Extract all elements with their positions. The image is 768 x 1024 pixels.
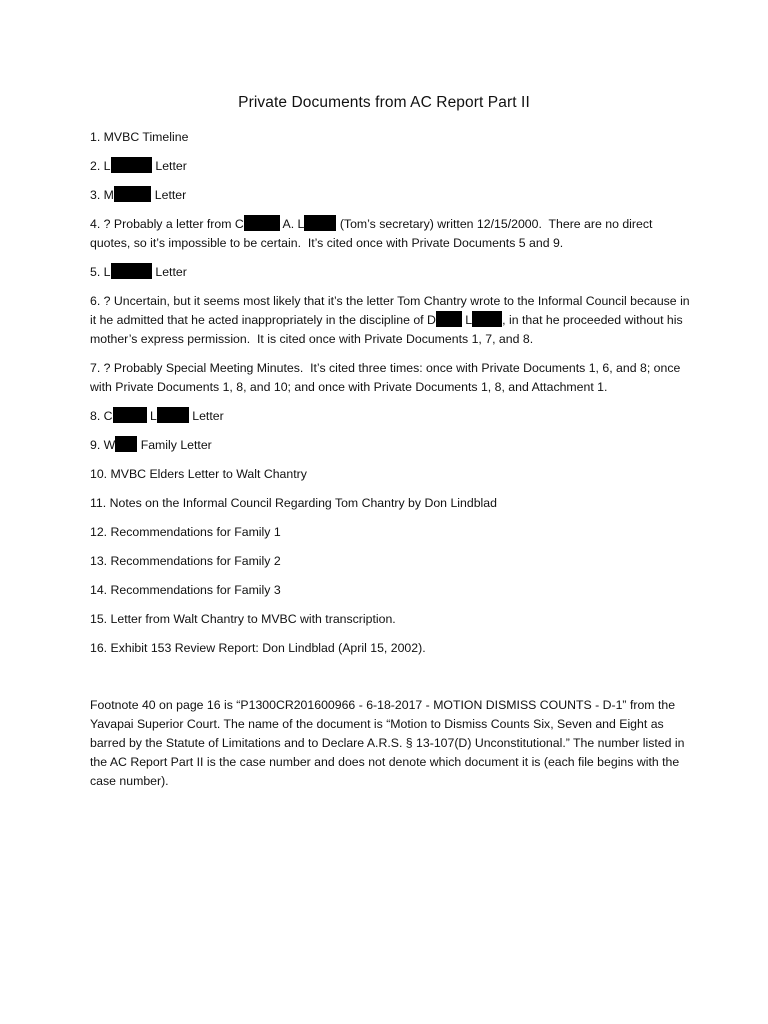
page-title: Private Documents from AC Report Part II (238, 94, 530, 111)
item-text: Family Letter (137, 438, 212, 452)
item-text: 13. Recommendations for Family 2 (90, 554, 281, 568)
item-text: 11. Notes on the Informal Council Regarding Tom Chantry by Don Lindblad (90, 496, 497, 510)
redaction-bar (130, 263, 152, 279)
list-item (90, 610, 690, 629)
redaction-bar (157, 407, 189, 423)
item-text: Letter (151, 265, 187, 279)
item-text: 7. ? Probably Special Meeting Minutes. It’s cited three times: once with Private Documents 1, 6, and 8; once with Private Documents 1, 8, and 10; and once with Private Documents 1, 8, and Attachment 1. (90, 361, 684, 394)
list-item (90, 552, 690, 571)
item-text: Letter (188, 409, 224, 423)
list-item (90, 186, 690, 205)
item-text: Letter (151, 188, 187, 202)
item-text: 10. MVBC Elders Letter to Walt Chantry (90, 467, 307, 481)
item-text: Letter (151, 159, 187, 173)
list-item (90, 523, 690, 542)
item-text: 6. ? Uncertain, but it seems most likely that it’s the letter Tom Chantry wrote to the Informal Council because in it he admitted that he acted inappropriately in the discipline of D (90, 294, 694, 327)
item-text: , in that he proceeded without his mother’s express permission. It is cited once with Private Documents 1, 7, and 8. (90, 313, 687, 346)
item-text: 1. MVBC Timeline (90, 130, 189, 144)
redaction-bar (113, 407, 147, 423)
list-item (90, 639, 690, 658)
footnote-paragraph: Footnote 40 on page 16 is “P1300CR201600966 - 6-18-2017 - MOTION DISMISS COUNTS - D-1” from the Yavapai Superior Court. The name of the document is “Motion to Dismiss Counts Six, Seven and Eight as barred by the Statute of Limitations and to Declare A.R.S. § 13-107(D) Unconstitutional.” The number listed in the AC Report Part II is the case number and does not denote which document it is (each file begins with the case number). (90, 698, 685, 788)
list-item (90, 465, 690, 484)
item-text: L (461, 313, 473, 327)
item-text: 9. W (90, 438, 116, 452)
item-text: 8. C (90, 409, 113, 423)
redaction-bar (115, 436, 137, 452)
list-item (90, 494, 690, 513)
list-item (90, 359, 690, 397)
redaction-bar (304, 215, 336, 231)
item-text: (Tom’s secretary) written 12/15/2000. There are no direct quotes, so it’s impossible to be certain. It’s cited once with Private Documents 5 and 9. (90, 217, 656, 250)
list-item (90, 128, 690, 147)
redaction-bar (129, 186, 151, 202)
redaction-bar (130, 157, 152, 173)
list-item (90, 263, 690, 282)
redaction-bar (244, 215, 280, 231)
item-text: 2. L (90, 159, 111, 173)
list-item (90, 407, 690, 426)
list-item (90, 292, 694, 349)
list-item (90, 581, 690, 600)
item-text: 16. Exhibit 153 Review Report: Don Lindblad (April 15, 2002). (90, 641, 426, 655)
redaction-bar (472, 311, 502, 327)
list-item (90, 436, 690, 455)
item-text: 12. Recommendations for Family 1 (90, 525, 281, 539)
list-item (90, 215, 690, 253)
item-text: L (146, 409, 157, 423)
document-list (90, 128, 694, 668)
list-item (90, 157, 690, 176)
item-text: 4. ? Probably a letter from C (90, 217, 244, 231)
item-text: 5. L (90, 265, 111, 279)
item-text: 3. M (90, 188, 114, 202)
item-text: 15. Letter from Walt Chantry to MVBC with transcription. (90, 612, 396, 626)
item-text: 14. Recommendations for Family 3 (90, 583, 281, 597)
item-text: A. L (279, 217, 305, 231)
redaction-bar (436, 311, 462, 327)
